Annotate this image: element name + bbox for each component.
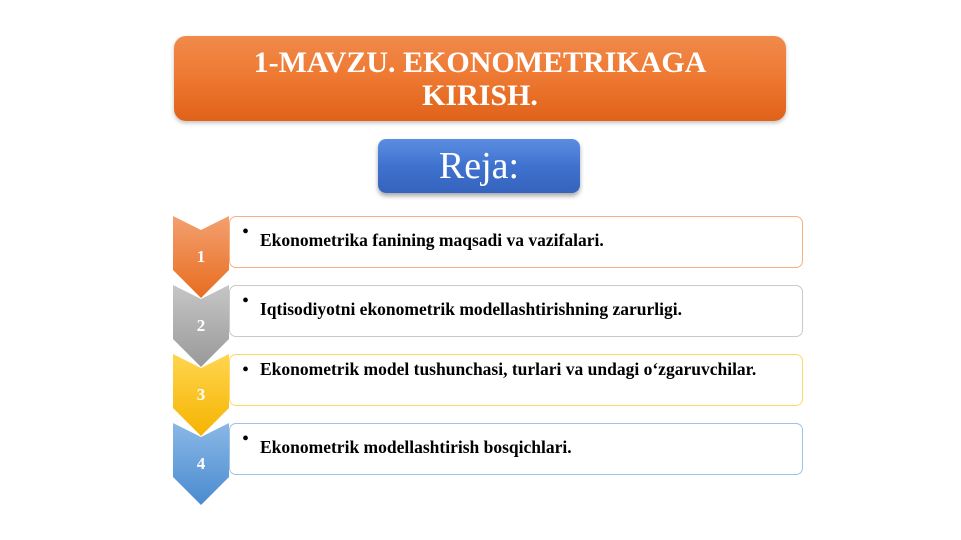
item-text-2: Iqtisodiyotni ekonometrik modellashtirishning zarurligi. bbox=[260, 299, 682, 319]
item-card-1 bbox=[229, 216, 803, 268]
item-number-4: 4 bbox=[196, 454, 206, 473]
item-number-2: 2 bbox=[196, 316, 206, 335]
bullet-icon: • bbox=[242, 290, 250, 312]
bullet-icon: • bbox=[242, 428, 250, 450]
slide-title: 1-MAVZU. EKONOMETRIKAGA KIRISH. bbox=[253, 45, 707, 112]
bullet-icon: • bbox=[242, 221, 250, 243]
item-text-4: Ekonometrik modellashtirish bosqichlari. bbox=[260, 437, 572, 457]
item-card-3 bbox=[229, 354, 803, 406]
item-card-2 bbox=[229, 285, 803, 337]
plan-heading: Reja: bbox=[438, 145, 520, 187]
item-text-1: Ekonometrika fanining maqsadi va vazifalari. bbox=[260, 230, 604, 250]
item-number-1: 1 bbox=[196, 247, 206, 266]
item-card-4 bbox=[229, 423, 803, 475]
bullet-icon: • bbox=[242, 359, 250, 381]
plan-heading-box bbox=[378, 139, 580, 193]
slide-title-box bbox=[174, 36, 786, 121]
item-text-3: Ekonometrik model tushunchasi, turlari va undagi o‘zgaruvchilar. bbox=[260, 359, 757, 379]
item-number-3: 3 bbox=[196, 385, 206, 404]
